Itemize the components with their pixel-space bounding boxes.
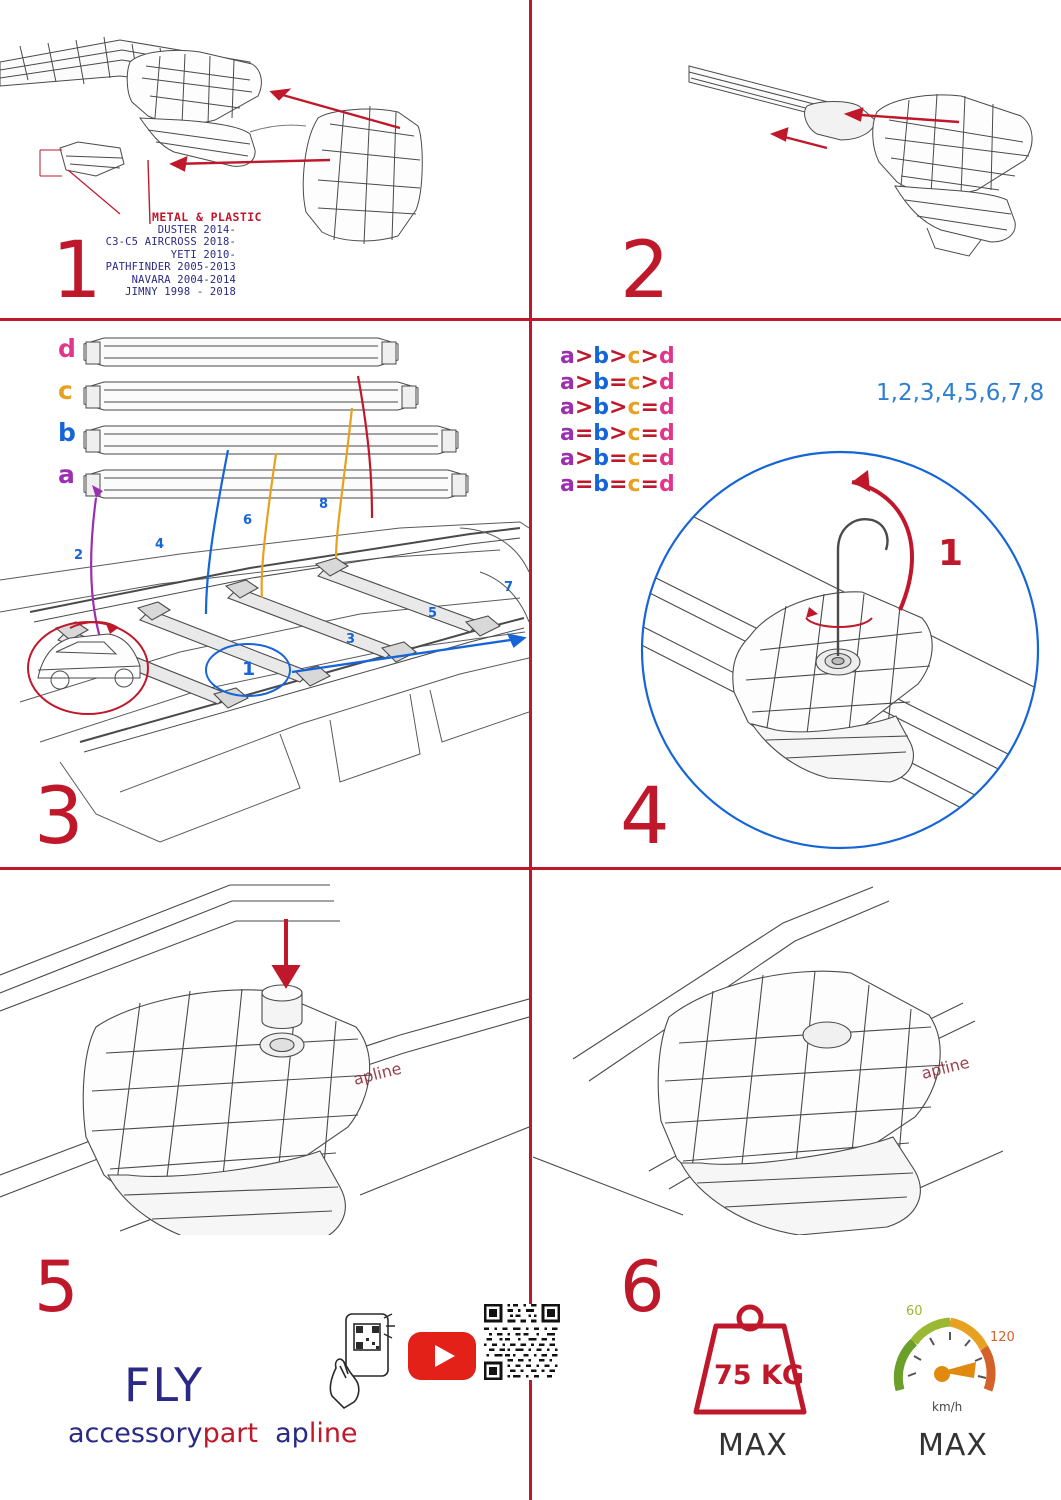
rail-callout-8: 8 [319,497,329,512]
speed-unit-label: km/h [932,1400,963,1414]
rail-callout-6: 6 [243,513,253,528]
rail-callout-7: 7 [504,580,514,595]
weight-limit-icon [690,1298,810,1418]
brand-tagline [68,1418,358,1449]
brand-part: part [202,1418,258,1449]
step-number-2: 2 [620,226,668,316]
panel-6-illustration [533,875,1061,1235]
step-number-1: 1 [52,226,100,316]
brand-accessory: accessory [68,1418,203,1449]
rail-callout-3: 3 [346,632,356,647]
weight-value: 75 KG [714,1360,805,1391]
vehicle-4: NAVARA 2004-2014 [131,273,236,286]
vehicle-0: DUSTER 2014- [157,224,236,236]
vehicle-5: JIMNY 1998 - 2018 [125,286,236,299]
vehicle-2: YETI 2010- [170,248,236,261]
vehicle-3: PATHFINDER 2005-2013 [105,261,236,274]
inequality-row-4: a>b=c=d [560,446,675,471]
panel-5-illustration [0,875,529,1235]
bar-letter-a: a [58,460,75,489]
rail-callout-5: 5 [428,606,438,621]
inequality-row-2: a>b>c=d [560,395,675,420]
divider-col-mid [529,318,532,867]
inequality-row-0: a>b>c>d [560,344,675,369]
svg-text:apline: apline [351,1058,404,1089]
step-number-5: 5 [34,1246,77,1328]
divider-col-bottom [529,867,532,1500]
material-note: METAL & PLASTIC [152,210,262,224]
step-number-4: 4 [620,772,668,862]
svg-text:apline: apline [919,1052,972,1083]
inequality-row-1: a>b=c>d [560,369,675,395]
bar-letter-c: c [58,376,73,405]
youtube-icon[interactable] [408,1332,476,1380]
vehicle-list [0,224,236,298]
bar-letter-b: b [58,418,76,447]
panel4-turn-callout: 1 [938,533,964,574]
bar-letter-d: d [58,334,76,363]
gauge-min-label: 60 [906,1304,923,1319]
phone-scan-icon[interactable] [326,1310,396,1410]
brand-line-word: line [308,1418,358,1449]
speed-max-label: MAX [918,1428,988,1463]
panel-4-illustration [600,440,1060,860]
rail-callout-4: 4 [155,537,165,552]
tightening-order-label: 1,2,3,4,5,6,7,8 [876,380,1045,406]
rail-callout-2: 2 [74,548,84,563]
brand-ap: ap [275,1418,309,1449]
qr-code-icon[interactable] [484,1304,560,1380]
vehicle-1: C3-C5 AIRCROSS 2018- [105,236,236,249]
inequality-row-3: a=b>c=d [560,420,675,446]
inequality-row-5: a=b=c=d [560,471,675,497]
brand-fly: FLY [124,1358,205,1412]
step-number-6: 6 [620,1246,663,1328]
circle-callout-1: 1 [242,658,256,680]
gauge-max-label: 120 [990,1330,1015,1345]
step-number-3: 3 [34,772,82,862]
weight-max-label: MAX [718,1428,788,1463]
panel-2-illustration [529,0,1061,318]
